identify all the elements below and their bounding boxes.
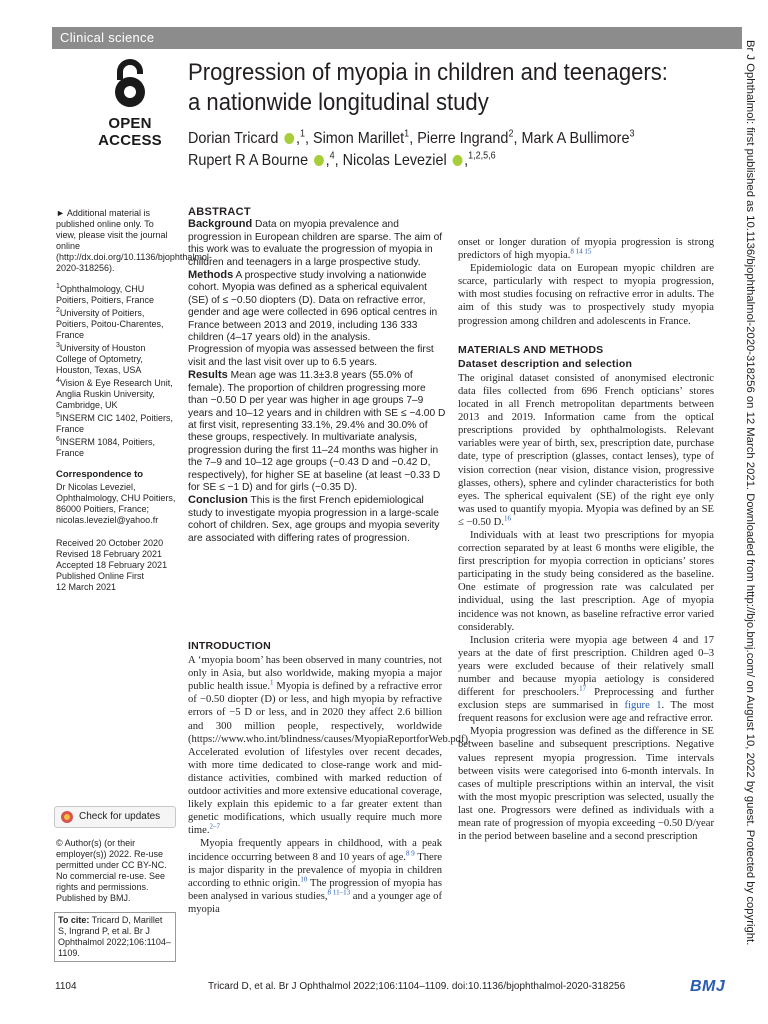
intro-text: A ‘myopia boom’ has been observed in many countries, not only in Asia, but also worldwide, making myopia a major public health issue. <box>188 655 442 693</box>
article-dates <box>56 538 176 593</box>
affiliation-item: $^5$INSERM CIC 1402, Poitiers, France <box>56 412 173 434</box>
body-text: onset or longer duration of myopia progression is strong predictors of high myopia. <box>458 237 714 262</box>
background-label: Background <box>188 218 253 231</box>
author-name[interactable]: Nicolas Leveziel <box>342 152 447 169</box>
intro-text: The progression of myopia has been analysed in various studies, <box>188 877 442 902</box>
supplementary-note: ► Additional material is published online only. To view, please visit the journal online (http://dx.doi.org/10.1136/bjophthalmol-2020-318256). <box>56 208 212 273</box>
intro-text: Myopia is defined by a refractive error of −0.50 diopter (D) or less, and high myopia by refractive errors of −5 D or less, and in 2020 they affect 2.6 billion and 300 million people, respectively, worldwide (https://www.who.int/blindness/causes/MyopiaReportforWeb.pdf). Accelerated evolution of lifestyles over recent decades, with more time dedicated to close-range work and mid-distance activities, combined with marked reduction of outdoor activities and more extensive educational coverage, likely explain this epidemic to a far greater extent than genetic modifications, which usually require much more time. <box>188 681 471 837</box>
article-title: Progression of myopia in children and teenagers: a nationwide longitudinal study <box>188 59 668 116</box>
footer-citation: Tricard D, et al. Br J Ophthalmol 2022;106:1104–1109. doi:10.1136/bjophthalmol-2020-318256 <box>208 981 626 992</box>
methods-text-2: Progression of myopia was assessed between the first visit and the last visit over up to 6.5 years. <box>188 344 434 368</box>
open-access-lock-icon <box>108 58 152 110</box>
author-name[interactable]: Mark A Bullimore <box>521 130 630 147</box>
author-affiliation-sup: 1 <box>404 128 410 140</box>
background-text: Data on myopia prevalence and progression in European children are sparse. The aim of this work was to evaluate the progression of myopia in children and teenagers in a large prospective study. <box>188 219 443 268</box>
author-list: Dorian Tricard ,$^1$, Simon Marillet$^1$, Pierre Ingrand$^2$, Mark A Bullimore$^3$ Rupert R A Bourne ,$^4$, Nicolas Leveziel ,$^{1,2,5,6}$ <box>188 128 635 169</box>
orcid-icon[interactable] <box>284 133 294 144</box>
body-text: Inclusion criteria were myopia age between 4 and 17 years at the date of first prescription. Children aged 0–3 years were excluded because of their relatively small number and because myopia aetiology is considered different for preschoolers. <box>458 634 714 699</box>
check-updates-label: Check for updates <box>79 811 161 822</box>
author-name[interactable]: Pierre Ingrand <box>417 130 509 147</box>
copyright-text: © Author(s) (or their employer(s)) 2022. Re-use permitted under CC BY-NC. No commercial re-use. See rights and permissions. Published by BMJ. <box>56 838 167 903</box>
body-text: Epidemiologic data on European myopic children are scarce, particularly with respect to myopia progression, with most studies focusing on refractive error in adults. The aim of this study was to prospectively study myopia progression among children and adolescents in France. <box>458 263 714 327</box>
affiliation-item: $^1$Ophthalmology, CHU Poitiers, Poitiers, France <box>56 283 155 305</box>
intro-text: There is major disparity in the prevalence of myopia in children according to ethnic origin. <box>188 851 442 889</box>
citation-box <box>54 912 176 962</box>
vertical-copyright-note <box>740 40 760 990</box>
conclusion-text: This is the first French epidemiological study to investigate myopia progression in a large-scale cohort of children. Sex, age groups and myopia severity are associated with differing rates of progression. <box>188 495 440 544</box>
date-line: Received 20 October 2020 <box>56 538 164 548</box>
introduction-heading: INTRODUCTION <box>188 640 271 652</box>
author-affiliation-sup: 2 <box>508 128 514 140</box>
open-access-logo <box>90 58 170 149</box>
affiliation-item: $^2$University of Poitiers, Poitiers, Poitou-Charentes, France <box>56 307 164 340</box>
results-label: Results <box>188 369 228 382</box>
reference-link[interactable]: 17 <box>579 684 587 693</box>
body-text: Individuals with at least two prescriptions for myopia correction separated by at least 6 months were eligible, the first prescription for myopia correction in opticians’ stores participating in the study being considered as the baseline. One estimate of progression rate was calculated per individual, using the last prescription. Age of myopia incidence was not known, as baseline refractive error varied considerably. <box>458 529 714 633</box>
date-line: Published Online First <box>56 571 145 581</box>
dataset-subheading: Dataset description and selection <box>458 357 633 370</box>
abstract-heading: ABSTRACT <box>188 206 251 218</box>
methods-heading: MATERIALS AND METHODS <box>458 343 604 356</box>
page-number: 1104 <box>55 981 77 992</box>
date-line: Revised 18 February 2021 <box>56 549 163 559</box>
methods-text: A prospective study involving a nationwide cohort. Myopia was defined as a spherical equivalent (SE) of ≤ −0.50 diopters (D). Data on refractive error, gender and age were collected in 696 optical centres in France between 2013 and 2019, including 136 333 children (4–17 years old) in the analysis. <box>188 270 438 344</box>
correspondence-heading: Correspondence to <box>56 469 144 480</box>
author-affiliation-sup: 3 <box>629 128 635 140</box>
author-name[interactable]: Rupert R A Bourne <box>188 152 309 169</box>
affiliation-item: $^3$University of Houston College of Optometry, Houston, Texas, USA <box>56 342 146 375</box>
author-affiliation-sup: 1,2,5,6 <box>468 150 496 162</box>
correspondence-line: 86000 Poitiers, France; <box>56 504 150 514</box>
body-text: Preprocessing and further exclusion steps are summarised in <box>458 687 714 712</box>
body-text: . The most frequent reasons for exclusion were age and refractive error. <box>458 700 715 725</box>
correspondence-line: Dr Nicolas Leveziel, <box>56 482 136 492</box>
orcid-icon[interactable] <box>314 155 324 166</box>
body-text: The original dataset consisted of anonymised electronic data files collected from 696 French opticians’ stores located in all French metropolitan departments between 2013 and 2019. Information came from the optical prescriptions provided by ophthalmologists. Relevant variables were year of birth, sex, prescription date, purchase date, type of prescription (glasses, contact lenses), type of vision correction (near vision, distance vision, progressive glasses, others), sphere and cylinder characteristics for both eyes. The spherical equivalent (SE) of the right eye only was used to quantify myopia. Myopia was defined by an SE ≤ −0.50 D. <box>458 372 714 528</box>
author-name[interactable]: Simon Marillet <box>312 130 405 147</box>
date-line: Accepted 18 February 2021 <box>56 560 168 570</box>
correspondence-address <box>56 482 176 526</box>
affiliation-item: $^4$Vision & Eye Research Unit, Anglia Ruskin University, Cambridge, UK <box>56 377 173 410</box>
reference-link[interactable]: 8 9 <box>405 848 415 857</box>
correspondence-line: nicolas.leveziel@yahoo.fr <box>56 515 159 525</box>
abstract <box>188 206 446 545</box>
open-access-label: OPEN ACCESS <box>98 115 162 149</box>
copyright-note <box>56 838 176 906</box>
section-banner: Clinical science <box>52 27 742 49</box>
cite-text: Tricard D, Marillet S, Ingrand P, et al. Br J Ophthalmol 2022;106:1104–1109. <box>58 915 171 958</box>
download-note-text: Br J Ophthalmol: first published as 10.1136/bjophthalmol-2020-318256 on 12 March 2021. Downloaded from http://bjo.bmj.com/ on August 10, 2022 by guest. Protected by copyright. <box>744 40 756 946</box>
author-affiliation-sup: 1 <box>299 128 305 140</box>
intro-text: and a younger age of myopia <box>188 890 442 915</box>
affiliations <box>56 284 176 459</box>
conclusion-label: Conclusion <box>188 494 248 507</box>
author-affiliation-sup: 4 <box>329 150 335 162</box>
author-name[interactable]: Dorian Tricard <box>188 130 279 147</box>
body-text: Myopia progression was defined as the difference in SE between baseline and subsequent prescriptions. Negative values represent myopia progression. Time intervals between visits were categorised into 6-month intervals. In cases of multiple prescriptions within an interval, the visit with the most myopic prescription was selected, usually the last one. Progressors were defined as individuals with a mean rate of progression of myopia exceeding −0.50 D/year in the period between baseline and a second prescription <box>458 726 714 843</box>
reference-link[interactable]: 2–7 <box>209 822 220 831</box>
date-line: 12 March 2021 <box>56 582 117 592</box>
methods-label: Methods <box>188 269 234 282</box>
correspondence-line: Ophthalmology, CHU Poitiers, <box>56 493 176 503</box>
cite-label: To cite: <box>58 915 90 925</box>
introduction-column <box>188 640 471 916</box>
right-column <box>458 236 714 843</box>
reference-link[interactable]: 8 11–13 <box>327 888 351 897</box>
reference-link[interactable]: 8 14 15 <box>570 247 592 256</box>
affiliation-item: $^6$INSERM 1084, Poitiers, France <box>56 436 155 458</box>
orcid-icon[interactable] <box>452 155 462 166</box>
bmj-logo: BMJ <box>690 978 726 995</box>
check-updates-icon <box>61 811 73 823</box>
reference-link[interactable]: 10 <box>300 875 308 884</box>
check-for-updates-button[interactable] <box>54 806 176 828</box>
intro-text: Myopia frequently appears in childhood, with a peak incidence occurring between 8 and 10 years of age. <box>188 838 442 863</box>
figure-1-link[interactable]: figure 1 <box>624 700 662 712</box>
results-text: Mean age was 11.3±3.8 years (55.0% of female). The proportion of children progressing more than −0.50 D per year was higher in age groups 7–9 years and 10–12 years and in children with SE ≤ −4.00 D at first visit, representing 33.1%, 29.4% and 30.0% of these groups, respectively. In multivariate analysis, progression during the first 11–24 months was higher in the 7–9 and 10–12 age groups (−0.43 D and −0.42 D, respectively), for higher SE at baseline (at least −0.33 D for SE ≤ −1 D) and for girls (−0.35 D). <box>188 370 446 493</box>
reference-link[interactable]: 16 <box>503 514 511 523</box>
reference-link[interactable]: 1 <box>270 678 274 687</box>
